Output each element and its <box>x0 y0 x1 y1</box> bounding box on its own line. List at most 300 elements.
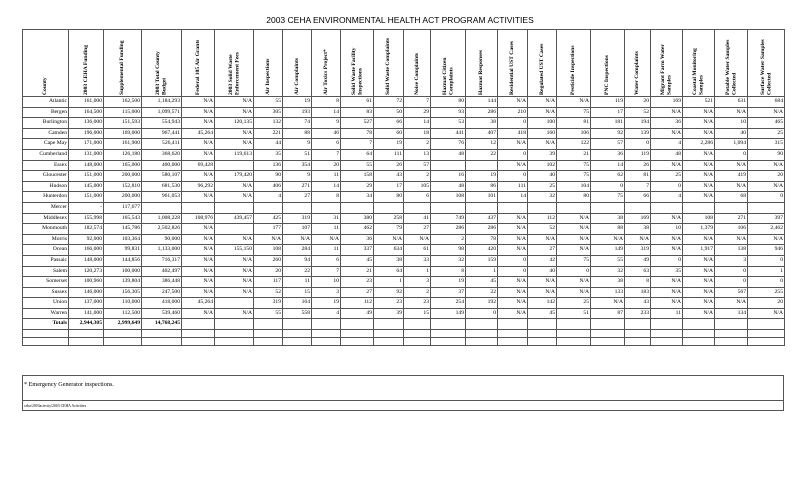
value-cell: 1 <box>404 266 431 277</box>
report-title: 2003 CEHA ENVIRONMENTAL HEALTH ACT PROGRAM ACTIVITIES <box>266 15 534 25</box>
value-cell: 1 <box>748 266 785 277</box>
value-cell: N/A <box>715 181 748 192</box>
value-cell <box>341 330 374 338</box>
county-cell: Hunterdon <box>23 192 69 203</box>
value-cell: 2 <box>404 139 431 150</box>
value-cell <box>182 319 215 330</box>
value-cell: 100,960 <box>69 277 104 288</box>
value-cell <box>498 330 528 338</box>
value-cell: 194 <box>625 118 651 129</box>
value-cell: 684 <box>748 97 785 108</box>
value-cell: 45 <box>466 277 498 288</box>
value-cell: N/A <box>528 97 557 108</box>
value-cell: 1,379 <box>683 224 715 235</box>
value-cell: 9 <box>283 139 312 150</box>
value-cell: 110,000 <box>104 298 142 309</box>
value-cell: 160 <box>528 128 557 139</box>
value-cell: N/A <box>683 298 715 309</box>
column-header <box>254 30 283 97</box>
value-cell: 55 <box>591 255 625 266</box>
value-cell: 17 <box>591 107 625 118</box>
value-cell: 554,943 <box>142 118 182 129</box>
value-cell <box>104 330 142 338</box>
value-cell: 149 <box>431 308 466 319</box>
value-cell: 37 <box>431 287 466 298</box>
column-header-label: Hazmat Citizen Complaints <box>441 57 454 95</box>
value-cell: 35 <box>254 149 283 160</box>
value-cell: 29 <box>341 181 374 192</box>
table-row <box>23 255 785 266</box>
value-cell: 141,000 <box>69 308 104 319</box>
value-cell: 139 <box>625 128 651 139</box>
value-cell: N/A <box>404 234 431 245</box>
county-cell: Burlington <box>23 118 69 129</box>
table-row <box>23 107 785 118</box>
value-cell <box>651 330 683 338</box>
value-cell <box>69 330 104 338</box>
value-cell <box>69 338 104 346</box>
table-row <box>23 202 785 213</box>
value-cell: 1,917 <box>683 245 715 256</box>
table-row <box>23 160 785 171</box>
value-cell: N/A <box>528 234 557 245</box>
value-cell: 11 <box>283 277 312 288</box>
value-cell: 88 <box>591 224 625 235</box>
header-row <box>23 30 785 97</box>
value-cell: 12 <box>466 139 498 150</box>
value-cell <box>528 338 557 346</box>
value-cell: 14,768,245 <box>142 319 182 330</box>
value-cell: 155,150 <box>215 245 254 256</box>
value-cell: 0 <box>591 181 625 192</box>
value-cell: 7 <box>404 97 431 108</box>
value-cell: N/A <box>182 97 215 108</box>
value-cell: 11 <box>312 171 341 182</box>
value-cell: 51 <box>283 149 312 160</box>
value-cell: 92 <box>374 287 404 298</box>
value-cell: 13 <box>404 149 431 160</box>
value-cell: 2 <box>404 287 431 298</box>
value-cell: 90 <box>748 149 785 160</box>
county-cell: Mercer <box>23 202 69 213</box>
value-cell: 80 <box>374 192 404 203</box>
value-cell <box>498 202 528 213</box>
value-cell: 87 <box>591 308 625 319</box>
value-cell: 8 <box>312 192 341 203</box>
value-cell: 36 <box>591 149 625 160</box>
value-cell <box>182 338 215 346</box>
value-cell <box>591 330 625 338</box>
value-cell: N/A <box>528 287 557 298</box>
value-cell: N/A <box>498 224 528 235</box>
value-cell: N/A <box>528 107 557 118</box>
value-cell: 18 <box>404 128 431 139</box>
value-cell: 2,999,649 <box>104 319 142 330</box>
value-cell: 0 <box>466 308 498 319</box>
value-cell: 92 <box>591 128 625 139</box>
value-cell: 48 <box>431 149 466 160</box>
value-cell: N/A <box>182 192 215 203</box>
value-cell <box>625 319 651 330</box>
column-header <box>557 30 591 97</box>
value-cell: N/A <box>498 277 528 288</box>
column-header-label: Supplemental Funding <box>119 40 126 95</box>
column-header-label: Federal 105 Air Grants <box>194 39 201 95</box>
value-cell <box>283 338 312 346</box>
value-cell: 66 <box>625 192 651 203</box>
value-cell: 7 <box>312 149 341 160</box>
value-cell: 419 <box>715 171 748 182</box>
value-cell: 49 <box>341 308 374 319</box>
value-cell: 233 <box>625 308 651 319</box>
value-cell: 182,574 <box>69 224 104 235</box>
value-cell: 402,497 <box>142 266 182 277</box>
value-cell: 78 <box>341 128 374 139</box>
column-header-label: Air Complaints <box>293 57 300 95</box>
value-cell: 155,998 <box>69 213 104 224</box>
value-cell: 108 <box>431 192 466 203</box>
value-cell: 103,364 <box>104 234 142 245</box>
value-cell: 631 <box>715 97 748 108</box>
county-cell: Atlantic <box>23 97 69 108</box>
value-cell: 2 <box>431 234 466 245</box>
value-cell: 162,500 <box>104 97 142 108</box>
value-cell: 35 <box>651 266 683 277</box>
column-header <box>404 30 431 97</box>
value-cell: 169,000 <box>104 128 142 139</box>
value-cell: N/A <box>528 277 557 288</box>
value-cell: 31 <box>312 213 341 224</box>
value-cell: 90 <box>254 171 283 182</box>
value-cell <box>557 330 591 338</box>
value-cell: 136,000 <box>69 118 104 129</box>
value-cell: 221 <box>254 128 283 139</box>
value-cell: N/A <box>312 234 341 245</box>
value-cell: N/A <box>625 234 651 245</box>
value-cell: N/A <box>498 287 528 298</box>
value-cell: 580,107 <box>142 171 182 182</box>
value-cell: N/A <box>683 149 715 160</box>
value-cell <box>748 338 785 346</box>
value-cell <box>312 338 341 346</box>
value-cell: N/A <box>715 107 748 118</box>
value-cell <box>651 202 683 213</box>
value-cell <box>498 319 528 330</box>
value-cell: 120,273 <box>69 266 104 277</box>
value-cell: 3 <box>312 287 341 298</box>
value-cell: N/A <box>651 107 683 118</box>
value-cell: N/A <box>748 234 785 245</box>
column-header-label: Coastal Monitoring Samples <box>692 48 705 95</box>
value-cell: 286 <box>431 224 466 235</box>
value-cell: 52 <box>254 287 283 298</box>
value-cell: 42 <box>528 255 557 266</box>
value-cell: 29 <box>404 107 431 118</box>
value-cell: 40 <box>715 128 748 139</box>
value-cell: 52 <box>528 224 557 235</box>
value-cell: 169 <box>651 97 683 108</box>
value-cell: 60 <box>374 128 404 139</box>
value-cell: 539,460 <box>142 308 182 319</box>
value-cell: N/A <box>498 298 528 309</box>
value-cell: N/A <box>182 308 215 319</box>
value-cell: 260 <box>254 255 283 266</box>
value-cell <box>591 338 625 346</box>
value-cell: 397 <box>748 213 785 224</box>
value-cell: 44 <box>254 139 283 150</box>
value-cell: 19 <box>374 139 404 150</box>
value-cell: 420 <box>466 245 498 256</box>
footnote-divider <box>22 400 784 401</box>
column-header-label: Pesticide Inspections <box>570 45 577 95</box>
value-cell <box>142 338 182 346</box>
value-cell: N/A <box>215 128 254 139</box>
value-cell <box>215 202 254 213</box>
value-cell: 14 <box>498 192 528 203</box>
value-cell <box>683 330 715 338</box>
value-cell: 55 <box>254 308 283 319</box>
value-cell: 145,000 <box>69 181 104 192</box>
value-cell: 23 <box>341 277 374 288</box>
value-cell <box>431 319 466 330</box>
value-cell: N/A <box>651 298 683 309</box>
value-cell: 131,000 <box>69 149 104 160</box>
value-cell: 142 <box>528 298 557 309</box>
value-cell: 40 <box>528 266 557 277</box>
value-cell: 38 <box>374 255 404 266</box>
value-cell: 14 <box>312 181 341 192</box>
value-cell <box>557 202 591 213</box>
value-cell: N/A <box>748 160 785 171</box>
value-cell <box>215 330 254 338</box>
value-cell: 25 <box>528 181 557 192</box>
column-header-label: Surface Water Samples Collected <box>759 39 772 95</box>
value-cell: 0 <box>625 139 651 150</box>
column-header-label: PNC Inspections <box>604 55 611 95</box>
value-cell <box>341 202 374 213</box>
value-cell <box>404 338 431 346</box>
column-header <box>591 30 625 97</box>
table-row <box>23 330 785 338</box>
value-cell: 117,677 <box>104 202 142 213</box>
value-cell: 108,976 <box>182 213 215 224</box>
value-cell <box>215 298 254 309</box>
value-cell: 3 <box>404 277 431 288</box>
value-cell: N/A <box>215 181 254 192</box>
column-header <box>23 30 69 97</box>
value-cell: 10 <box>715 118 748 129</box>
value-cell <box>625 338 651 346</box>
value-cell: N/A <box>528 139 557 150</box>
value-cell: N/A <box>215 287 254 298</box>
value-cell: 57 <box>591 139 625 150</box>
value-cell: 25 <box>651 171 683 182</box>
value-cell: 136 <box>254 160 283 171</box>
value-cell: 80 <box>431 97 466 108</box>
column-header-label: Air Toxics Project* <box>322 49 329 95</box>
value-cell: 137,000 <box>69 298 104 309</box>
value-cell: 144,856 <box>104 255 142 266</box>
value-cell: N/A <box>557 287 591 298</box>
value-cell: 94 <box>283 255 312 266</box>
value-cell: N/A <box>557 213 591 224</box>
value-cell <box>651 338 683 346</box>
value-cell <box>142 330 182 338</box>
value-cell: N/A <box>498 97 528 108</box>
value-cell: 51 <box>557 308 591 319</box>
county-cell: Warren <box>23 308 69 319</box>
column-header-label: 2003 CEHA Funding <box>82 44 89 95</box>
value-cell <box>466 338 498 346</box>
value-cell: 48 <box>651 149 683 160</box>
table-row <box>23 171 785 182</box>
value-cell <box>466 202 498 213</box>
value-cell <box>591 202 625 213</box>
value-cell: 9 <box>283 171 312 182</box>
column-header-label: Noise Complaints <box>413 52 420 95</box>
value-cell: 19 <box>466 171 498 182</box>
value-cell: 27 <box>528 245 557 256</box>
value-cell: N/A <box>498 245 528 256</box>
value-cell: 139,804 <box>104 277 142 288</box>
value-cell: N/A <box>215 234 254 245</box>
value-cell: N/A <box>683 277 715 288</box>
county-cell: Hudson <box>23 181 69 192</box>
value-cell: N/A <box>715 160 748 171</box>
value-cell: 133 <box>591 287 625 298</box>
value-cell: 145,786 <box>104 224 142 235</box>
value-cell: 148,000 <box>69 160 104 171</box>
value-cell: 462 <box>341 224 374 235</box>
value-cell: 151,000 <box>69 171 104 182</box>
value-cell: 52 <box>625 107 651 118</box>
county-cell: Middlesex <box>23 213 69 224</box>
value-cell: 0 <box>498 171 528 182</box>
value-cell: 169 <box>625 213 651 224</box>
column-header-label: Potable Water Samples Collected <box>724 39 737 95</box>
value-cell: N/A <box>254 234 283 245</box>
county-cell: Salem <box>23 266 69 277</box>
value-cell: N/A <box>182 287 215 298</box>
table-row <box>23 234 785 245</box>
value-cell: 19 <box>431 277 466 288</box>
value-cell: 6 <box>404 192 431 203</box>
value-cell: 406 <box>254 181 283 192</box>
value-cell: 7 <box>625 181 651 192</box>
value-cell: 36 <box>651 118 683 129</box>
value-cell <box>341 338 374 346</box>
value-cell: - <box>69 202 104 213</box>
county-cell: Morris <box>23 234 69 245</box>
value-cell: 90,000 <box>142 234 182 245</box>
value-cell: 0 <box>557 266 591 277</box>
value-cell: 111 <box>498 181 528 192</box>
value-cell: N/A <box>215 308 254 319</box>
value-cell: 149 <box>591 245 625 256</box>
value-cell: 14 <box>591 160 625 171</box>
value-cell: 17 <box>374 181 404 192</box>
value-cell: N/A <box>498 160 528 171</box>
value-cell: 1 <box>374 277 404 288</box>
value-cell: 164,500 <box>69 107 104 118</box>
value-cell: 76 <box>431 139 466 150</box>
value-cell: N/A <box>215 107 254 118</box>
value-cell: 99,831 <box>104 245 142 256</box>
table-row <box>23 224 785 235</box>
value-cell: 43 <box>625 298 651 309</box>
value-cell: 78 <box>466 234 498 245</box>
county-cell: Bergen <box>23 107 69 118</box>
value-cell: N/A <box>651 213 683 224</box>
value-cell: 0 <box>748 277 785 288</box>
value-cell: 183 <box>625 287 651 298</box>
value-cell: 108 <box>254 245 283 256</box>
column-header <box>748 30 785 97</box>
value-cell: 45 <box>528 308 557 319</box>
value-cell: N/A <box>182 139 215 150</box>
value-cell: 11 <box>312 224 341 235</box>
value-cell: 286 <box>466 107 498 118</box>
county-cell: Sussex <box>23 287 69 298</box>
value-cell: 138 <box>715 245 748 256</box>
value-cell: 27 <box>404 224 431 235</box>
value-cell: 23 <box>374 298 404 309</box>
value-cell: N/A <box>651 287 683 298</box>
value-cell: 19 <box>283 97 312 108</box>
value-cell: 319 <box>254 298 283 309</box>
value-cell: 171,000 <box>69 139 104 150</box>
value-cell: 120,135 <box>215 118 254 129</box>
value-cell: 119,613 <box>215 149 254 160</box>
value-cell: 32 <box>431 255 466 266</box>
value-cell: 1,099,571 <box>142 107 182 118</box>
column-header <box>341 30 374 97</box>
table-row <box>23 277 785 288</box>
value-cell <box>431 160 466 171</box>
column-header-label: 2003 Total County Budget <box>155 51 168 95</box>
value-cell: 20 <box>312 160 341 171</box>
value-cell: N/A <box>215 255 254 266</box>
column-header <box>283 30 312 97</box>
value-cell: N/A <box>182 107 215 118</box>
value-cell: 38 <box>466 118 498 129</box>
value-cell: 8 <box>431 266 466 277</box>
value-cell: 32 <box>528 192 557 203</box>
value-cell: 7 <box>341 139 374 150</box>
value-cell: 441 <box>431 128 466 139</box>
value-cell: N/A <box>374 234 404 245</box>
value-cell: 20 <box>625 97 651 108</box>
value-cell: 284 <box>283 245 312 256</box>
county-cell: Passaic <box>23 255 69 266</box>
value-cell <box>312 202 341 213</box>
value-cell: 88 <box>283 128 312 139</box>
value-cell: 6 <box>312 255 341 266</box>
value-cell <box>651 319 683 330</box>
value-cell: 75 <box>557 107 591 118</box>
value-cell: 0 <box>748 255 785 266</box>
value-cell: 27 <box>283 192 312 203</box>
value-cell: N/A <box>683 308 715 319</box>
value-cell: 181 <box>591 118 625 129</box>
value-cell: 14 <box>312 107 341 118</box>
value-cell: N/A <box>651 245 683 256</box>
value-cell: 179,420 <box>215 171 254 182</box>
value-cell: 25 <box>557 298 591 309</box>
value-cell <box>715 202 748 213</box>
value-cell: 258 <box>374 213 404 224</box>
value-cell: 0 <box>715 277 748 288</box>
